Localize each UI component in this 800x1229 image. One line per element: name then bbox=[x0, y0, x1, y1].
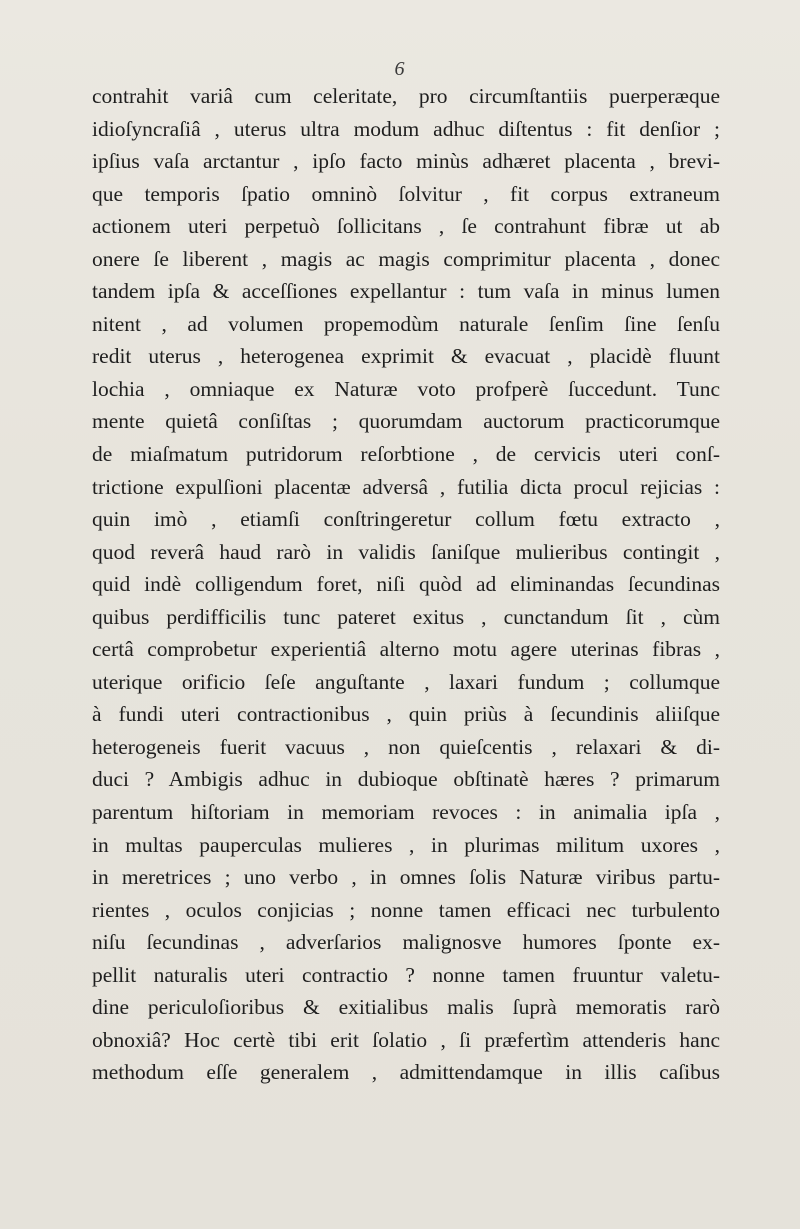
text-line: redit uterus , heterogenea exprimit & evacuat , placidè fluunt bbox=[92, 344, 720, 369]
text-line: niſu ſecundinas , adverſarios malignosve humores ſponte ex- bbox=[92, 930, 720, 955]
text-line: pellit naturalis uteri contractio ? nonne tamen fruuntur valetu- bbox=[92, 962, 720, 987]
text-line: heterogeneis fuerit vacuus , non quieſcentis , relaxari & di- bbox=[92, 734, 720, 759]
text-line: nitent , ad volumen propemodùm naturale ſenſim ſine ſenſu bbox=[92, 311, 720, 336]
text-line: que temporis ſpatio omninò ſolvitur , fit corpus extraneum bbox=[92, 181, 720, 206]
text-line: in meretrices ; uno verbo , in omnes ſolis Naturæ viribus partu- bbox=[92, 865, 720, 890]
text-line: in multas pauperculas mulieres , in plurimas militum uxores , bbox=[92, 832, 720, 857]
text-line: duci ? Ambigis adhuc in dubioque obſtinatè hæres ? primarum bbox=[92, 767, 720, 792]
text-line: à fundi uteri contractionibus , quin priùs à ſecundinis aliiſque bbox=[92, 702, 720, 727]
text-line: rientes , oculos conjicias ; nonne tamen efficaci nec turbulento bbox=[92, 897, 720, 922]
text-line: lochia , omniaque ex Naturæ voto profperè ſuccedunt. Tunc bbox=[92, 376, 720, 401]
text-line: contrahit variâ cum celeritate, pro circumſtantiis puerperæque bbox=[92, 84, 720, 108]
text-line: quod reverâ haud rarò in validis ſaniſque mulieribus contingit , bbox=[92, 539, 720, 564]
text-line: idioſyncraſiâ , uterus ultra modum adhuc diſtentus : fit denſior ; bbox=[92, 116, 720, 141]
page-number: 6 bbox=[394, 58, 406, 80]
text-line: ipſius vaſa arctantur , ipſo facto minùs adhæret placenta , brevi- bbox=[92, 149, 720, 174]
text-line: quid indè colligendum foret, niſi quòd ad eliminandas ſecundinas bbox=[92, 572, 720, 597]
text-line: parentum hiſtoriam in memoriam revoces : in animalia ipſa , bbox=[92, 800, 720, 825]
text-line: quibus perdifficilis tunc pateret exitus , cunctandum ſit , cùm bbox=[92, 604, 720, 629]
text-line: actionem uteri perpetuò ſollicitans , ſe contrahunt fibræ ut ab bbox=[92, 214, 720, 239]
text-line: dine periculoſioribus & exitialibus malis ſuprà memoratis rarò bbox=[92, 995, 720, 1020]
text-line: trictione expulſioni placentæ adversâ , futilia dicta procul rejicias : bbox=[92, 474, 720, 499]
text-line: onere ſe liberent , magis ac magis comprimitur placenta , donec bbox=[92, 246, 720, 271]
text-line: de miaſmatum putridorum reſorbtione , de cervicis uteri conſ- bbox=[92, 442, 720, 467]
text-line: quin imò , etiamſi conſtringeretur collum fœtu extracto , bbox=[92, 507, 720, 532]
text-line: tandem ipſa & acceſſiones expellantur : tum vaſa in minus lumen bbox=[92, 279, 720, 304]
text-line: methodum eſſe generalem , admittendamque in illis caſibus bbox=[92, 1060, 720, 1085]
text-line: mente quietâ conſiſtas ; quorumdam auctorum practicorumque bbox=[92, 409, 720, 434]
text-line: uterique orificio ſeſe anguſtante , laxari fundum ; collumque bbox=[92, 669, 720, 694]
text-line: obnoxiâ? Hoc certè tibi erit ſolatio , ſi præfertìm attenderis hanc bbox=[92, 1027, 720, 1052]
body-text bbox=[92, 80, 720, 1089]
text-line: certâ comprobetur experientiâ alterno motu agere uterinas fibras , bbox=[92, 637, 720, 662]
